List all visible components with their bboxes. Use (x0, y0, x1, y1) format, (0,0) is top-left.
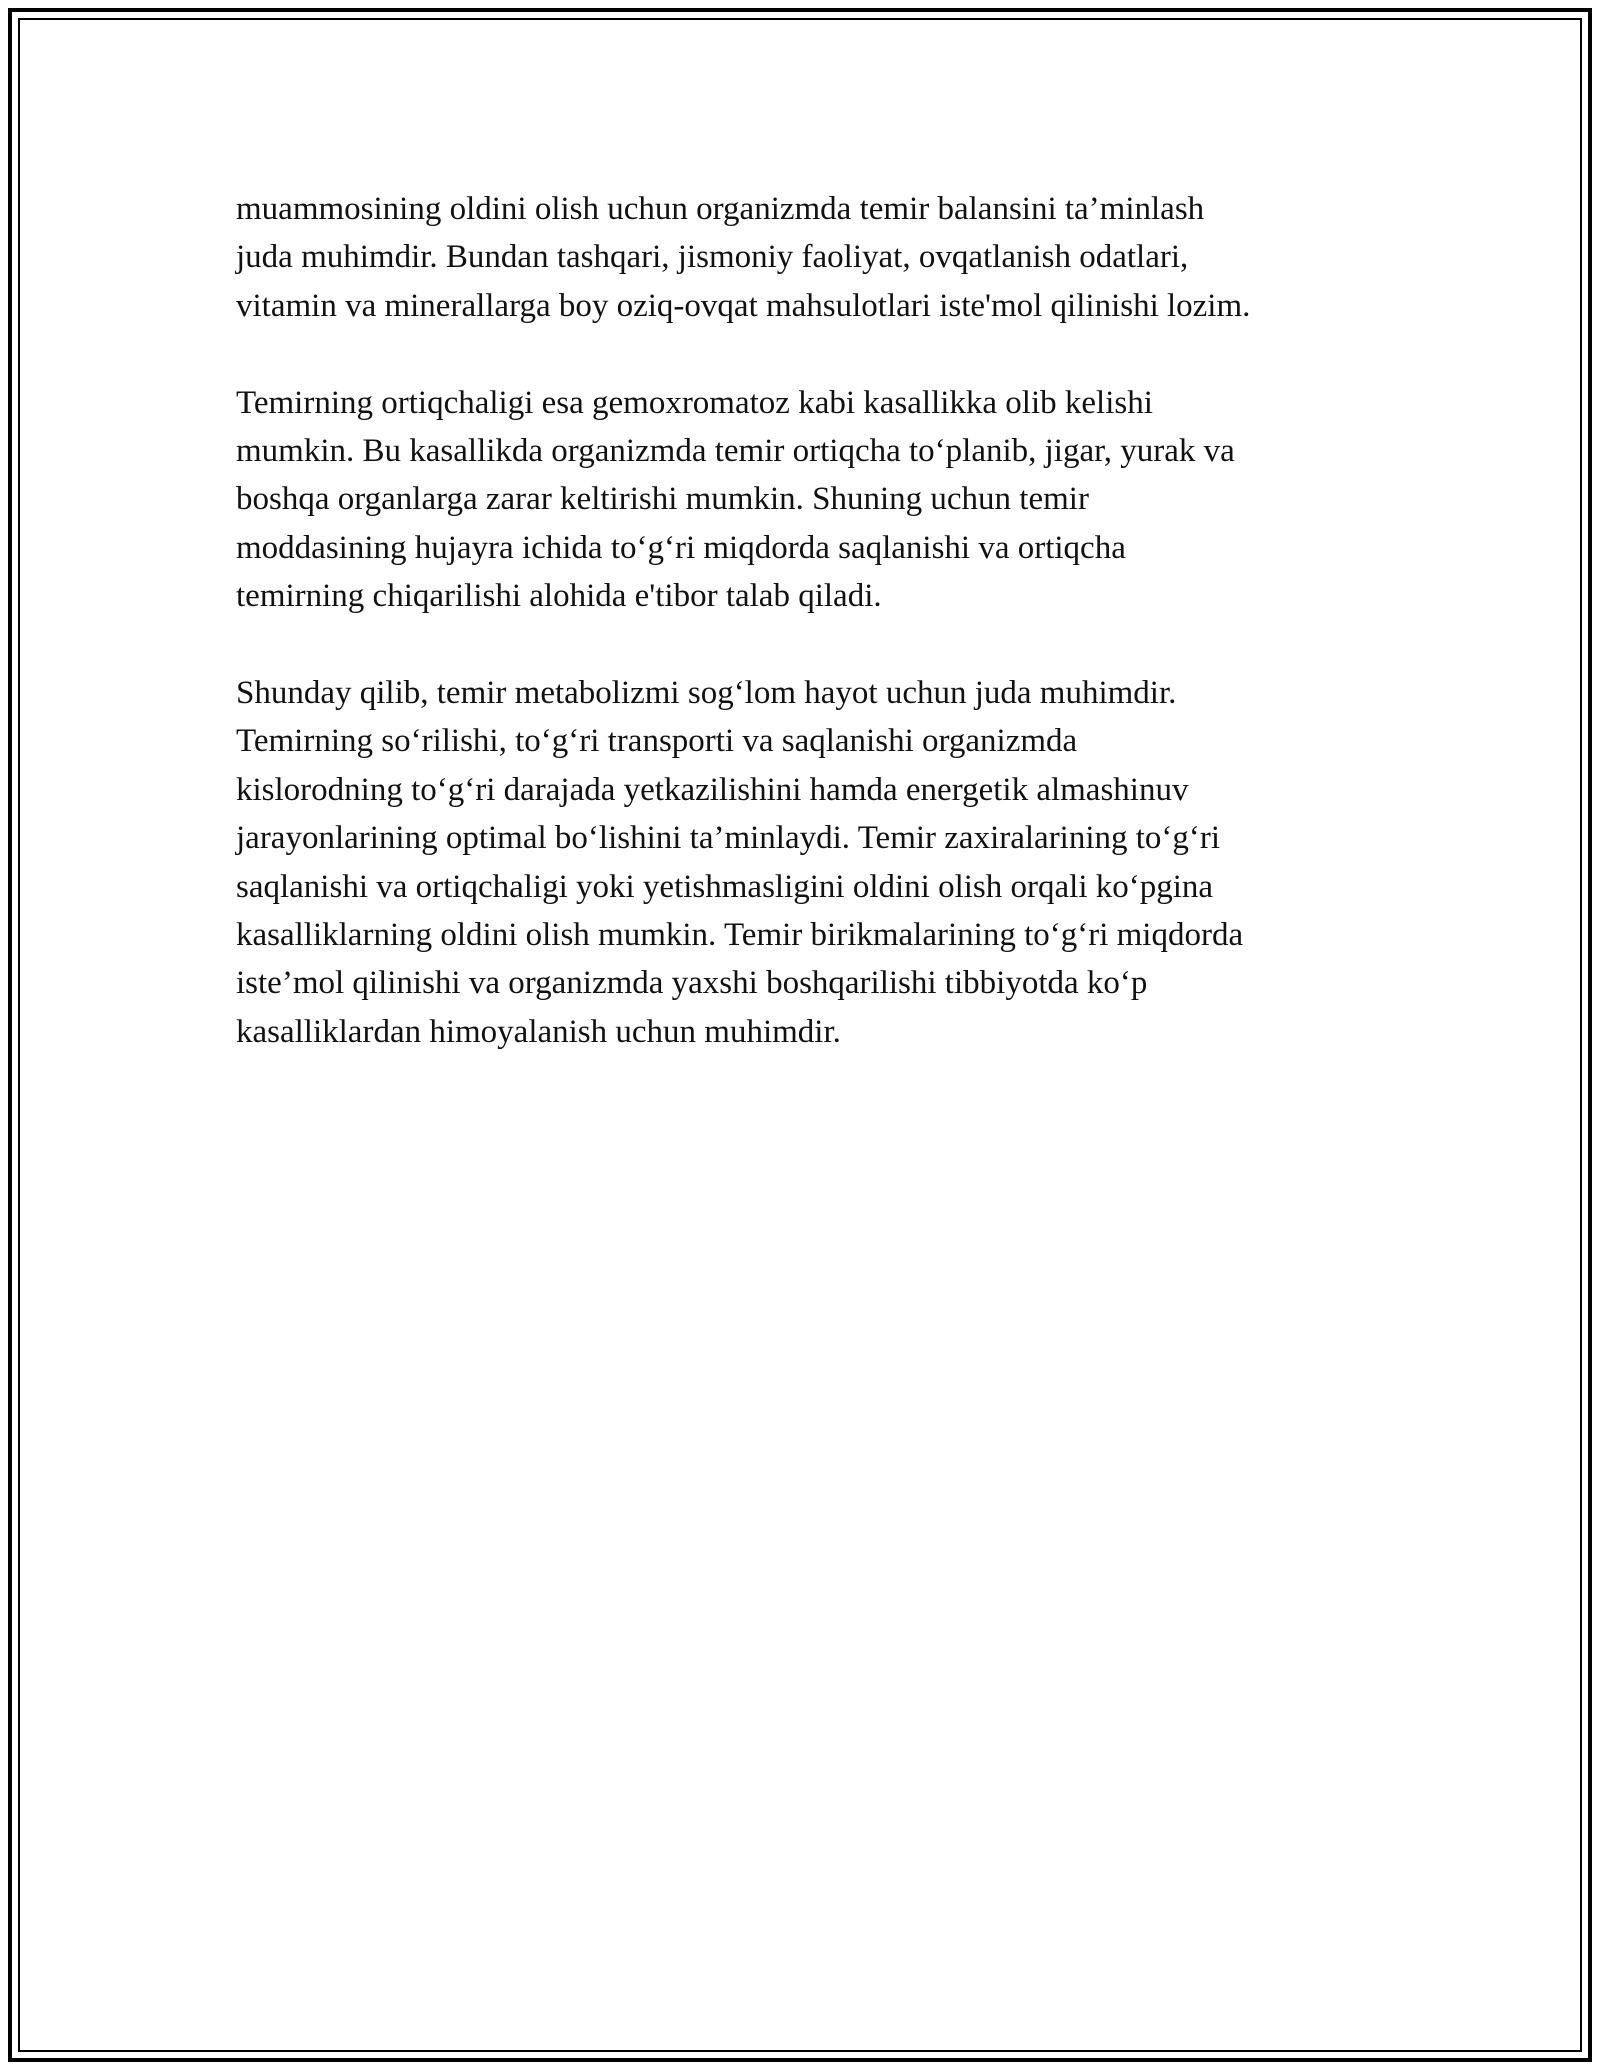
paragraph-3: Shunday qilib, temir metabolizmi sog‘lom hayot uchun juda muhimdir. Temirning so‘rilishi, to‘g‘ri transporti va saqlanishi organizmda kislorodning to‘g‘ri darajada yetkazilishini hamda energetik almashinuv jarayonlarining optimal bo‘lishini ta’minlaydi. Temir zaxiralarining to‘g‘ri saqlanishi va ortiqchaligi yoki yetishmasligini oldini olish orqali ko‘pgina kasalliklarning oldini olish mumkin. Temir birikmalarining to‘g‘ri miqdorda iste’mol qilinishi va organizmda yaxshi boshqarilishi tibbiyotda ko‘p kasalliklardan himoyalanish uchun muhimdir. (236, 675, 1244, 1050)
document-body (236, 185, 1376, 1105)
paragraph-2: Temirning ortiqchaligi esa gemoxromatoz kabi kasallikka olib kelishi mumkin. Bu kasallikda organizmda temir ortiqcha to‘planib, jigar, yurak va boshqa organlarga zarar keltirishi mumkin. Shuning uchun temir moddasining hujayra ichida to‘g‘ri miqdorda saqlanishi va ortiqcha temirning chiqarilishi alohida e'tibor talab qiladi. (236, 384, 1235, 615)
paragraph-1: muammosining oldini olish uchun organizmda temir balansini ta’minlash juda muhimdir. Bundan tashqari, jismoniy faoliyat, ovqatlanish odatlari, vitamin va minerallarga boy oziq-ovqat mahsulotlari iste'mol qilinishi lozim. (236, 191, 1251, 324)
